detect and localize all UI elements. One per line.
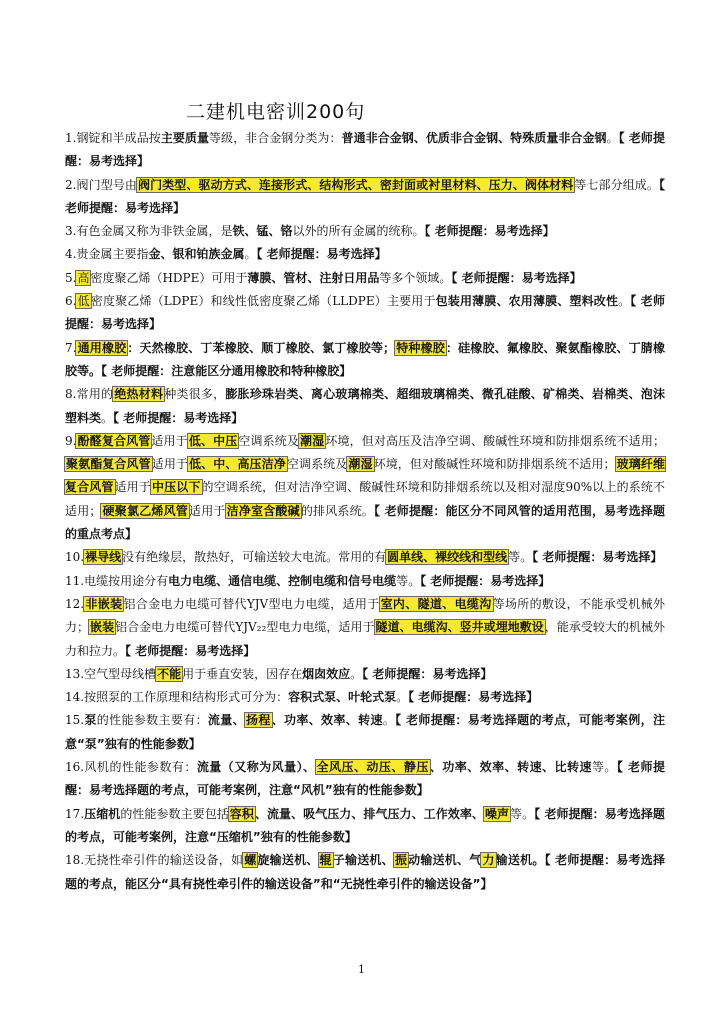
item-text: 的性能参数主要包括 [120,806,229,821]
highlighted-term: 通用橡胶 [77,340,127,355]
item-text: 17. [65,806,85,821]
item-text: 2.阀门型号由 [65,177,138,192]
teacher-tip: 【 老师提醒：易考选择】 [113,410,244,425]
highlighted-term: 聚氨酯复合风管 [66,457,151,472]
bold-term: 压缩机 [84,806,121,821]
teacher-tip: 【 老师提醒：易考选择】 [451,270,582,285]
highlighted-term: 低、中压 [188,433,238,448]
teacher-tip: 【 老师提醒：易考选择】 [362,666,493,681]
bold-term: ：硅橡胶、氟橡胶、聚氨酯橡胶、丁腈橡胶等。 [65,340,665,378]
item-text: ，能承受较大的机械外力和拉力。 [65,620,665,658]
item-text: 等七部分组成。 [574,177,659,192]
highlighted-term: 室内、隧道、电缆沟 [380,596,492,611]
bold-term: 金、银和铂族金属 [148,247,245,262]
teacher-tip: 【 老师提醒：易考选择】 [420,573,551,588]
list-item [65,174,665,221]
bold-term: 包装用薄膜、农用薄膜、塑料改性 [435,294,619,309]
item-text: 以外的所有金属的统称。 [292,224,425,239]
list-item [65,337,665,384]
highlighted-term: 扬程 [245,713,271,728]
teacher-tip: 【 老师提醒：易考选择】 [125,643,256,658]
highlighted-term: 全风压、动压、静压 [316,760,429,775]
document-body [65,127,665,896]
item-text: 16.风机的性能参数有： [65,760,197,775]
item-text: 环境，但对高压及洁净空调、酸碱性环境和防排烟系统不适用； [325,433,665,448]
teacher-tip: 【 老师提醒：易考选择题的考点，可能考案例，注意“风机”独有的性能参数】 [65,760,665,798]
item-number: 5. [65,270,77,285]
list-item [65,290,665,337]
highlighted-term: 低、中、高压洁净 [189,457,286,472]
page-title: 二建机电密训200句 [186,101,366,123]
teacher-tip: 【 老师提醒：注意能区分通用橡胶和特种橡胶】 [101,363,352,378]
highlighted-term: 中压以下 [151,480,201,495]
bold-term: 、功率、效率、转速、比转速 [429,760,592,775]
teacher-tip: 【 老师提醒：易考选择】 [65,131,665,169]
teacher-tip: 【 老师提醒：易考选择】 [65,294,665,332]
item-text: 18.无挠性牵引件的输送设备，如 [65,853,244,868]
bold-term: 膨胀珍珠岩类、离心玻璃棉类、超细玻璃棉类、微孔硅酸、矿棉类、岩棉类、泡沫塑料类 [65,387,665,425]
highlighted-term: 绝热材料 [114,387,164,402]
highlighted-term: 高 [77,270,90,285]
highlighted-term: 螺 [244,853,257,868]
list-item [65,546,665,569]
item-text: 等级，非合金钢分类为： [209,131,342,145]
item-text: 。 [618,294,631,309]
bold-term: 铁、锰、铬 [232,224,293,239]
item-text: 等。 [396,573,421,588]
item-number: 7. [65,340,77,355]
item-text: 。 [382,713,396,728]
bold-term: 、功率、效率、转速 [271,713,383,728]
list-item [65,756,665,803]
list-item [65,267,665,290]
teacher-tip: 【 老师提醒：易考选择】 [424,224,555,239]
item-text: 等场所的敷设，不能承受机械外力； [65,596,665,635]
item-number: 12. [65,596,85,611]
highlighted-term: 不能 [157,666,182,681]
highlighted-term: 容积 [229,806,254,821]
bold-term: 普通非合金钢、优质非合金钢、特殊质量非合金钢 [341,131,607,145]
item-text: 铝合金电力电缆可替代YJV型电力电缆，适用于 [123,596,380,611]
teacher-tip: 【 老师提醒：易考选择】 [65,177,665,215]
item-text: 14.按照泵的工作原理和结构形式可分为： [65,690,289,705]
item-text: 。 [244,247,257,262]
bold-term: 动输送机、气 [408,853,482,868]
item-text: 没有绝缘层，散热好，可输送较大电流。常用的有 [122,550,387,565]
bold-term: 薄膜、管材、注射日用品 [247,270,380,285]
item-text: 。 [396,690,409,705]
item-text: 。 [101,410,114,425]
highlighted-term: 裸导线 [85,550,122,565]
bold-term: ：天然橡胶、丁苯橡胶、顺丁橡胶、氯丁橡胶等； [127,340,396,355]
item-text: 等。 [591,760,617,775]
teacher-tip: 【 老师提醒：易考选择题的考点，能区分“具有挠性牵引件的输送设备”和“无挠性牵引件的输送设备”】 [65,853,665,891]
teacher-tip: 【 老师提醒：易考选择】 [532,550,663,565]
item-text: 铝合金电力电缆可替代YJV₂₂型电力电缆，适用于 [115,620,375,635]
list-item [65,593,665,663]
list-item [65,663,665,686]
teacher-tip: 【 老师提醒：能区分不同风管的适用范围，易考选择题的重点考点】 [65,503,665,542]
highlighted-term: 圆单线、裸绞线和型线 [387,550,508,565]
item-text: 空调系统及 [286,457,348,472]
highlighted-term: 阀门类型、驱动方式、连接形式、结构形式、密封面或衬里材料、压力、阀体材料 [138,177,574,192]
item-text: 15. [65,713,85,728]
item-text: 的排风系统。 [300,503,375,518]
item-text: 13.空气型母线槽 [65,666,157,681]
highlighted-term: 硬聚氯乙烯风管 [102,503,188,518]
bold-term: 电力电缆、通信电缆、控制电缆和信号电缆 [168,573,397,588]
item-text: 适用于 [151,457,189,472]
item-text: 4.贵金属主要指 [65,247,149,262]
list-item [65,430,665,546]
list-item [65,127,665,174]
teacher-tip: 【 老师提醒：易考选择题的考点，可能考案例，注意“压缩机”独有的性能参数】 [65,806,665,844]
item-text: 。 [606,131,619,145]
item-number: 10. [65,550,85,565]
item-text: 种类很多， [164,387,226,402]
item-text: 等。 [508,550,533,565]
highlighted-term: 力 [482,853,495,868]
bold-term: 烟囱效应 [302,666,351,681]
bold-term: 流量（又称为风量）、 [196,760,316,775]
item-text: 11.电缆按用途分有 [65,573,169,588]
bold-term: 容积式泵、叶轮式泵 [288,690,397,705]
item-text: 适用于 [151,433,188,448]
item-number: 9. [65,433,77,448]
highlighted-term: 潮湿 [300,433,325,448]
item-text: 适用于 [189,503,226,518]
highlighted-term: 酚醛复合风管 [77,433,151,448]
highlighted-term: 隧道、电缆沟、竖井或埋地敷设 [375,620,544,635]
item-text: 用于垂直安装，因存在 [182,666,303,681]
item-text: 环境，但对酸碱性环境和防排烟系统不适用； [373,457,616,472]
item-text: 等。 [510,806,535,821]
highlighted-term: 低 [77,294,90,309]
bold-term: 主要质量 [160,131,210,145]
teacher-tip: 【 老师提醒：易考选择】 [256,247,387,262]
highlighted-term: 特种橡胶 [396,340,445,355]
list-item [65,686,665,709]
item-text: 的空调系统，但对洁净空调、酸碱性环境和防排烟系统以及相对湿度90%以上的系统不适用； [65,480,665,518]
list-item [65,383,665,430]
item-text: 8.常用的 [65,387,114,402]
bold-term: 子输送机、 [332,853,394,868]
item-text: 1.钢锭和半成品按 [65,131,161,145]
highlighted-term: 嵌装 [90,620,115,635]
bold-term: 流量、 [207,713,245,728]
bold-term: 输送机。 [495,853,545,868]
list-item [65,849,665,896]
teacher-tip: 【 老师提醒：易考选择】 [408,690,539,705]
bold-term: 、流量、吸气压力、排气压力、工作效率、 [254,806,484,821]
highlighted-term: 振 [394,853,408,868]
teacher-tip: 【 老师提醒：易考选择题的考点，可能考案例，注意“泵”独有的性能参数】 [65,713,665,751]
highlighted-term: 辊 [319,853,332,868]
bold-term: 旋输送机、 [257,853,319,868]
highlighted-term: 洁净室含酸碱 [226,503,300,518]
list-item [65,803,665,850]
item-number: 6. [65,294,77,309]
highlighted-term: 非嵌装 [85,596,123,611]
item-text: 密度聚乙烯（LDPE）和线性低密度聚乙烯（LLDPE）主要用于 [90,294,436,309]
list-item [65,243,665,266]
bold-term: 泵 [84,713,97,728]
highlighted-term: 噪声 [484,806,510,821]
item-text: 空调系统及 [238,433,300,448]
item-text: 等多个领域。 [379,270,452,285]
list-item [65,220,665,243]
highlighted-term: 潮湿 [348,457,373,472]
page-number: 1 [358,963,365,976]
highlighted-term: 玻璃纤维复合风管 [65,457,665,495]
item-text: 适用于 [114,480,151,495]
item-text: 密度聚乙烯（HDPE）可用于 [90,270,248,285]
list-item [65,709,665,756]
item-text: 的性能参数主要有： [96,713,208,728]
item-text: 3.有色金属又称为非铁金属，是 [65,224,233,239]
item-text: 。 [350,666,363,681]
list-item [65,570,665,593]
